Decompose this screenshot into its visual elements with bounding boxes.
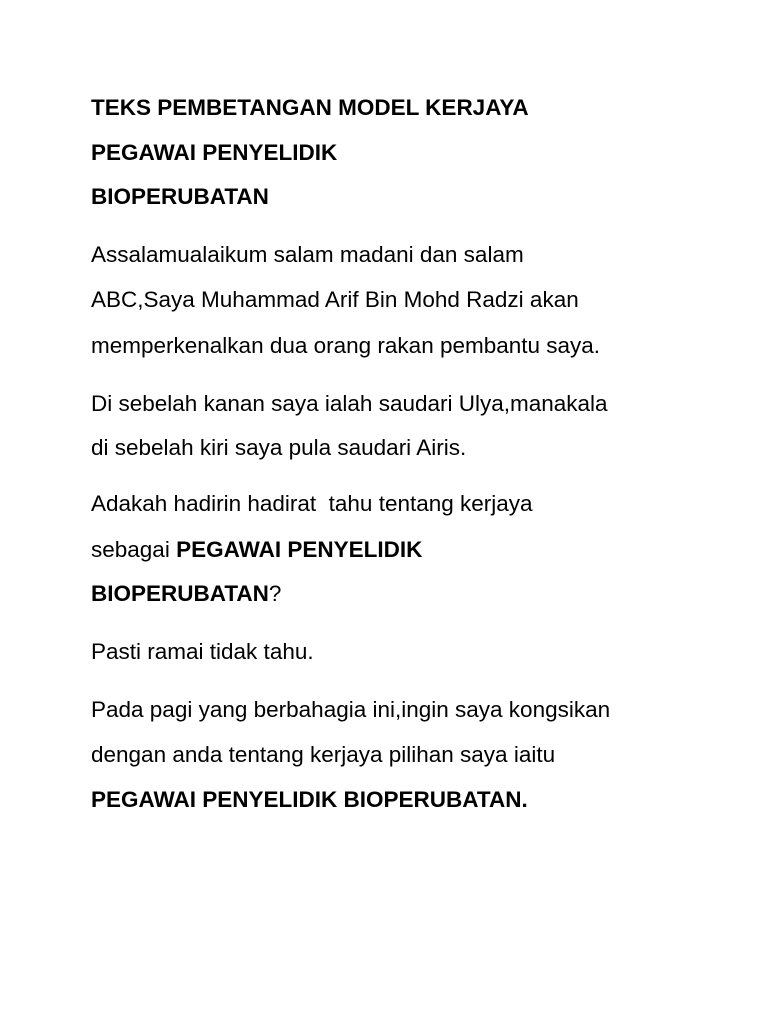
paragraph-1-line-3: memperkenalkan dua orang rakan pembantu saya. [91,333,601,358]
paragraph-3-job-title-part-1: PEGAWAI PENYELIDIK [176,537,423,562]
paragraph-2-line-2: di sebelah kiri saya pula saudari Airis. [91,435,467,460]
paragraph-3-line-3 [91,580,281,608]
document-title-line-1: TEKS PEMBETANGAN MODEL KERJAYA [91,95,529,120]
paragraph-3-line-2 [91,536,422,564]
paragraph-4: Pasti ramai tidak tahu. [91,639,314,664]
paragraph-5-line-1: Pada pagi yang berbahagia ini,ingin saya kongsikan [91,697,611,722]
paragraph-1-line-2: ABC,Saya Muhammad Arif Bin Mohd Radzi akan [91,287,579,312]
question-mark: ? [268,581,282,606]
closing-job-title: PEGAWAI PENYELIDIK BIOPERUBATAN. [91,787,528,812]
paragraph-3-job-title-part-2: BIOPERUBATAN [91,581,269,606]
document-title-line-3: BIOPERUBATAN [91,184,269,209]
paragraph-1-line-1: Assalamualaikum salam madani dan salam [91,242,524,267]
paragraph-5-line-2: dengan anda tentang kerjaya pilihan saya iaitu [91,742,556,767]
paragraph-3-line-2-text: sebagai [91,537,177,562]
paragraph-2-line-1: Di sebelah kanan saya ialah saudari Ulya,manakala [91,391,608,416]
paragraph-3-line-1: Adakah hadirin hadirat tahu tentang kerjaya [91,491,533,516]
document-title-line-2: PEGAWAI PENYELIDIK [91,140,338,165]
